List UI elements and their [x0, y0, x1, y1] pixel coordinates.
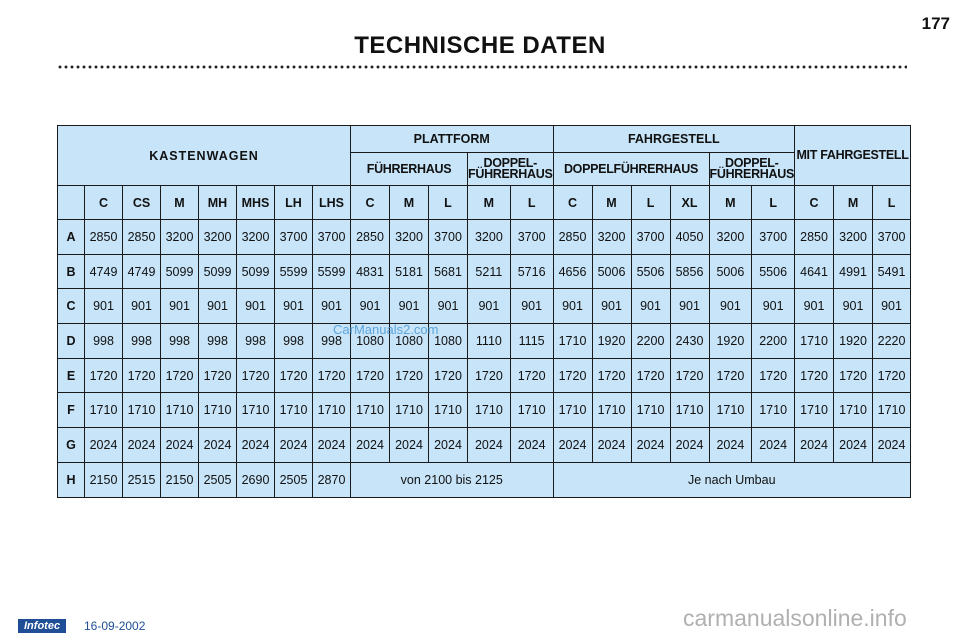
table-row: [58, 289, 911, 324]
corner-cell: [58, 186, 85, 220]
table-cell: 2024: [795, 428, 834, 463]
footer-date: 16-09-2002: [84, 619, 146, 633]
table-cell: 1720: [237, 358, 275, 393]
table-cell: 5599: [313, 254, 351, 289]
infotec-logo: Infotec: [18, 619, 66, 633]
table-cell: 901: [351, 289, 390, 324]
table-cell: 2850: [351, 220, 390, 255]
table-cell: 2024: [313, 428, 351, 463]
table-cell: 901: [873, 289, 911, 324]
header-plattform: PLATTFORM: [351, 126, 554, 153]
model-header: L: [631, 186, 670, 220]
header-doppel-fuehrerhaus-plattform: DOPPEL- FÜHRERHAUS: [468, 153, 554, 186]
table-cell: 2024: [592, 428, 631, 463]
table-cell: 1920: [592, 324, 631, 359]
table-cell: 5006: [592, 254, 631, 289]
table-cell: 1720: [709, 358, 752, 393]
table-cell: 1710: [390, 393, 429, 428]
model-header: MH: [199, 186, 237, 220]
table-cell: 1720: [275, 358, 313, 393]
table-cell: 3200: [237, 220, 275, 255]
table-cell: 1710: [873, 393, 911, 428]
header-doppelfuehrerhaus: DOPPELFÜHRERHAUS: [553, 153, 709, 186]
table-row: [58, 462, 911, 497]
model-header: MHS: [237, 186, 275, 220]
table-cell: 2505: [275, 462, 313, 497]
dotted-divider: [57, 64, 907, 70]
table-cell: 1720: [873, 358, 911, 393]
table-cell: 998: [161, 324, 199, 359]
table-cell: 2430: [670, 324, 709, 359]
row-label: C: [58, 289, 85, 324]
row-label: B: [58, 254, 85, 289]
table-cell: 4749: [85, 254, 123, 289]
table-cell: 2024: [161, 428, 199, 463]
table-cell: 1720: [313, 358, 351, 393]
table-cell: 3200: [468, 220, 511, 255]
table-cell: 2150: [85, 462, 123, 497]
page-title: TECHNISCHE DATEN: [354, 32, 606, 59]
table-cell: 4991: [834, 254, 873, 289]
table-cell: 901: [237, 289, 275, 324]
table-cell: 2515: [123, 462, 161, 497]
table-cell: 901: [390, 289, 429, 324]
table-cell: 998: [313, 324, 351, 359]
table-cell: 1710: [592, 393, 631, 428]
table-cell: 2850: [553, 220, 592, 255]
model-header: M: [592, 186, 631, 220]
table-cell: 2024: [429, 428, 468, 463]
footer-site: carmanualsonline.info: [683, 605, 907, 631]
table-cell: 2024: [237, 428, 275, 463]
model-header: L: [752, 186, 795, 220]
table-cell: 2200: [752, 324, 795, 359]
table-cell: 3700: [631, 220, 670, 255]
table-cell: 1710: [161, 393, 199, 428]
table-cell: 2024: [351, 428, 390, 463]
header-fuehrerhaus: FÜHRERHAUS: [351, 153, 468, 186]
table-cell: 901: [752, 289, 795, 324]
table-cell: 4831: [351, 254, 390, 289]
table-cell: 901: [834, 289, 873, 324]
table-cell: 1080: [429, 324, 468, 359]
row-label: A: [58, 220, 85, 255]
table-cell: 2024: [752, 428, 795, 463]
header-kastenwagen: KASTENWAGEN: [58, 126, 351, 186]
table-cell: 4656: [553, 254, 592, 289]
table-cell: 5856: [670, 254, 709, 289]
plattform-h-range: von 2100 bis 2125: [351, 462, 554, 497]
table-cell: 2505: [199, 462, 237, 497]
table-cell: 1720: [199, 358, 237, 393]
table-cell: 2024: [873, 428, 911, 463]
table-cell: 1920: [834, 324, 873, 359]
table-cell: 1710: [199, 393, 237, 428]
table-cell: 2024: [670, 428, 709, 463]
table-cell: 1720: [795, 358, 834, 393]
model-header: M: [161, 186, 199, 220]
model-header: XL: [670, 186, 709, 220]
table-cell: 1720: [390, 358, 429, 393]
table-cell: 2850: [795, 220, 834, 255]
table-cell: 901: [123, 289, 161, 324]
table-cell: 901: [592, 289, 631, 324]
table-cell: 1710: [123, 393, 161, 428]
table-cell: 1720: [123, 358, 161, 393]
table-cell: 3700: [510, 220, 553, 255]
fahrgestell-h-note: Je nach Umbau: [553, 462, 911, 497]
table-cell: 1710: [553, 393, 592, 428]
table-cell: 1080: [351, 324, 390, 359]
table-cell: 1720: [631, 358, 670, 393]
table-cell: 998: [199, 324, 237, 359]
table-cell: 3700: [313, 220, 351, 255]
row-label: E: [58, 358, 85, 393]
table-cell: 2024: [709, 428, 752, 463]
table-cell: 3200: [390, 220, 429, 255]
table-cell: 5006: [709, 254, 752, 289]
table-cell: 3200: [592, 220, 631, 255]
table-cell: 1720: [161, 358, 199, 393]
table-cell: 1720: [351, 358, 390, 393]
table-cell: 901: [161, 289, 199, 324]
table-row: [58, 220, 911, 255]
table-cell: 998: [237, 324, 275, 359]
table-cell: 2024: [468, 428, 511, 463]
table-cell: 2024: [390, 428, 429, 463]
table-cell: 1720: [429, 358, 468, 393]
header-mit-fahrgestell: MIT FAHRGESTELL: [795, 126, 911, 186]
table-cell: 5599: [275, 254, 313, 289]
table-cell: 2870: [313, 462, 351, 497]
table-cell: 1710: [795, 324, 834, 359]
table-cell: 901: [631, 289, 670, 324]
table-cell: 4641: [795, 254, 834, 289]
table-cell: 1710: [670, 393, 709, 428]
table-cell: 5491: [873, 254, 911, 289]
page-number: 177: [921, 14, 950, 33]
header-fahrgestell: FAHRGESTELL: [553, 126, 795, 153]
model-header: LH: [275, 186, 313, 220]
table-cell: 5506: [631, 254, 670, 289]
table-cell: 3700: [873, 220, 911, 255]
table-cell: 5099: [199, 254, 237, 289]
header-doppel-fuehrerhaus-fahrgestell: DOPPEL- FÜHRERHAUS: [709, 153, 795, 186]
table-cell: 2850: [85, 220, 123, 255]
row-label: D: [58, 324, 85, 359]
table-row: [58, 358, 911, 393]
table-cell: 901: [670, 289, 709, 324]
model-header: M: [390, 186, 429, 220]
row-label: F: [58, 393, 85, 428]
table-cell: 3700: [752, 220, 795, 255]
table-cell: 1720: [670, 358, 709, 393]
table-cell: 1720: [834, 358, 873, 393]
table-cell: 3200: [834, 220, 873, 255]
table-cell: 1115: [510, 324, 553, 359]
table-cell: 1710: [85, 393, 123, 428]
model-header: LHS: [313, 186, 351, 220]
table-cell: 1710: [834, 393, 873, 428]
table-cell: 901: [199, 289, 237, 324]
table-row: [58, 254, 911, 289]
model-header: L: [510, 186, 553, 220]
model-header: C: [553, 186, 592, 220]
table-cell: 3700: [429, 220, 468, 255]
table-cell: 901: [429, 289, 468, 324]
table-cell: 5716: [510, 254, 553, 289]
table-cell: 3200: [161, 220, 199, 255]
model-header: L: [429, 186, 468, 220]
table-cell: 1720: [510, 358, 553, 393]
table-cell: 4749: [123, 254, 161, 289]
model-header: CS: [123, 186, 161, 220]
table-cell: 2150: [161, 462, 199, 497]
table-cell: 1720: [592, 358, 631, 393]
table-cell: 901: [313, 289, 351, 324]
model-header: C: [85, 186, 123, 220]
table-cell: 1710: [429, 393, 468, 428]
table-cell: 5681: [429, 254, 468, 289]
table-cell: 2024: [123, 428, 161, 463]
table-cell: 1710: [631, 393, 670, 428]
table-cell: 998: [85, 324, 123, 359]
model-header: L: [873, 186, 911, 220]
table-cell: 901: [795, 289, 834, 324]
table-cell: 2220: [873, 324, 911, 359]
model-header: M: [468, 186, 511, 220]
table-cell: 2690: [237, 462, 275, 497]
table-cell: 901: [553, 289, 592, 324]
table-cell: 1080: [390, 324, 429, 359]
table-cell: 1920: [709, 324, 752, 359]
table-cell: 901: [275, 289, 313, 324]
table-row: [58, 428, 911, 463]
table-cell: 1710: [313, 393, 351, 428]
table-row: [58, 393, 911, 428]
table-cell: 1110: [468, 324, 511, 359]
table-cell: 1710: [510, 393, 553, 428]
table-cell: 1710: [237, 393, 275, 428]
table-cell: 1710: [468, 393, 511, 428]
table-cell: 2024: [85, 428, 123, 463]
table-cell: 3200: [199, 220, 237, 255]
table-cell: 2850: [123, 220, 161, 255]
table-cell: 2024: [275, 428, 313, 463]
table-cell: 1710: [752, 393, 795, 428]
table-cell: 2200: [631, 324, 670, 359]
table-cell: 1710: [351, 393, 390, 428]
table-cell: 998: [123, 324, 161, 359]
model-header: M: [834, 186, 873, 220]
table-cell: 5099: [237, 254, 275, 289]
watermark: CarManuals2.com: [333, 322, 439, 337]
row-label: H: [58, 462, 85, 497]
table-cell: 5099: [161, 254, 199, 289]
table-cell: 5506: [752, 254, 795, 289]
table-cell: 4050: [670, 220, 709, 255]
table-cell: 1710: [709, 393, 752, 428]
table-cell: 1720: [553, 358, 592, 393]
table-cell: 901: [468, 289, 511, 324]
table-cell: 2024: [510, 428, 553, 463]
model-header: C: [351, 186, 390, 220]
row-label: G: [58, 428, 85, 463]
table-cell: 1720: [85, 358, 123, 393]
table-cell: 2024: [834, 428, 873, 463]
table-cell: 1710: [553, 324, 592, 359]
table-cell: 5211: [468, 254, 511, 289]
table-cell: 901: [510, 289, 553, 324]
table-cell: 1720: [468, 358, 511, 393]
model-header: C: [795, 186, 834, 220]
table-cell: 2024: [631, 428, 670, 463]
table-cell: 3200: [709, 220, 752, 255]
table-cell: 3700: [275, 220, 313, 255]
table-cell: 2024: [553, 428, 592, 463]
table-cell: 1710: [795, 393, 834, 428]
model-header: M: [709, 186, 752, 220]
table-cell: 5181: [390, 254, 429, 289]
table-cell: 1720: [752, 358, 795, 393]
table-cell: 2024: [199, 428, 237, 463]
technical-data-table: [57, 125, 911, 498]
table-cell: 901: [85, 289, 123, 324]
table-row: [58, 324, 911, 359]
table-cell: 901: [709, 289, 752, 324]
table-cell: 1710: [275, 393, 313, 428]
table-cell: 998: [275, 324, 313, 359]
